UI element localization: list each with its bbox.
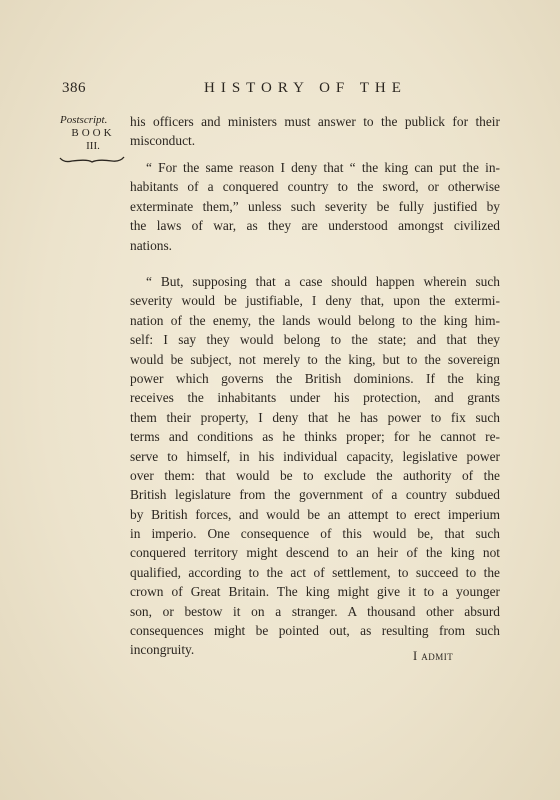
text-line: “ But, supposing that a case should happen wherein such bbox=[146, 274, 500, 289]
text-line: in imperio. One consequence of this would be, that such bbox=[130, 526, 500, 542]
text-line: by British forces, and would be an attempt to erect imperium bbox=[130, 506, 500, 522]
margin-volume: III. bbox=[86, 140, 100, 152]
page-number: 386 bbox=[62, 80, 86, 96]
text-line: receives the inhabitants under his protection, and grants bbox=[130, 390, 500, 406]
text-line: power which governs the British dominions. If the king bbox=[130, 370, 500, 386]
text-line: self: I say they would belong to the state; and that they bbox=[130, 332, 500, 348]
flourish-ornament bbox=[58, 156, 126, 164]
paragraph-1 bbox=[130, 112, 500, 151]
page-header bbox=[62, 80, 504, 100]
text-line: “ For the same reason I deny that “ the king can put the in- bbox=[146, 160, 500, 175]
margin-postscript: Postscript. bbox=[60, 114, 108, 126]
text-line: would be subject, not merely to the king, but to the sovereign bbox=[130, 351, 500, 367]
text-line: conquered territory might descend to an heir of the king not bbox=[130, 545, 500, 561]
text-line: qualified, according to the act of settlement, to succeed to the bbox=[130, 564, 500, 580]
text-line: serve to himself, in his individual capacity, legislative power bbox=[130, 448, 500, 464]
paragraph-2 bbox=[130, 158, 500, 255]
text-line: crown of Great Britain. The king might give it to a younger bbox=[130, 584, 500, 600]
text-line: nations. bbox=[130, 237, 173, 253]
text-line: them their property, I deny that he has power to fix such bbox=[130, 409, 500, 425]
text-line: misconduct. bbox=[130, 133, 196, 149]
text-line: the laws of war, as they are understood amongst civilized bbox=[130, 218, 500, 234]
running-head: HISTORY OF THE bbox=[204, 80, 407, 96]
catchword: I admit bbox=[413, 649, 454, 663]
margin-book: BOOK bbox=[71, 127, 115, 139]
margin-note bbox=[60, 114, 126, 153]
text-line: terms and conditions as he thinks proper; for he cannot re- bbox=[130, 429, 500, 445]
text-line: nation of the enemy, the lands would belong to the king him- bbox=[130, 312, 500, 328]
text-line: habitants of a conquered country to the sword, or otherwise bbox=[130, 179, 500, 195]
text-line: his officers and ministers must answer to the publick for their bbox=[130, 114, 500, 129]
text-line: severity would be justifiable, I deny that, upon the extermi- bbox=[130, 293, 500, 309]
text-line: incongruity. bbox=[130, 642, 195, 658]
text-line: consequences might be pointed out, as resulting from such bbox=[130, 623, 500, 639]
text-line: over them: that would be to exclude the authority of the bbox=[130, 467, 500, 483]
text-line: son, or bestow it on a stranger. A thousand other absurd bbox=[130, 603, 500, 619]
paragraph-3 bbox=[130, 272, 500, 660]
text-line: British legislature from the government of a country subdued bbox=[130, 487, 500, 503]
text-line: exterminate them,” unless such severity be fully justified by bbox=[130, 198, 500, 214]
